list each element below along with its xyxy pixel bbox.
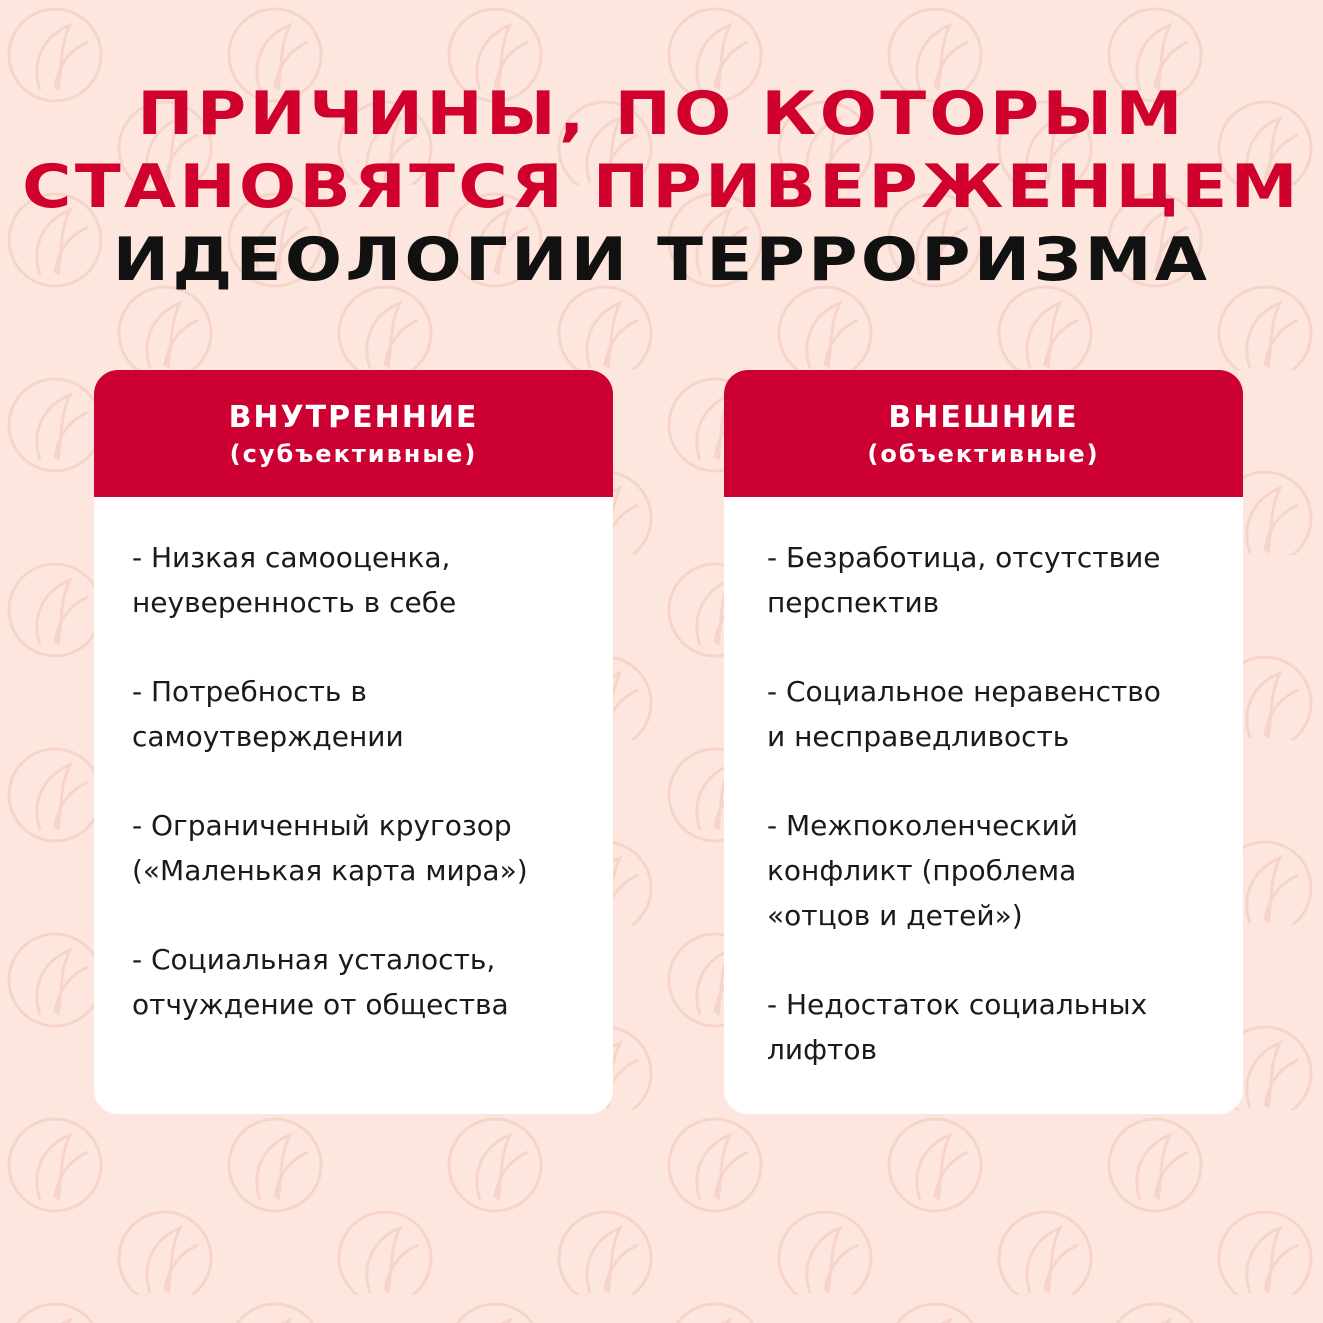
external-card-body — [724, 497, 1243, 1072]
title-line-2: СТАНОВЯТСЯ ПРИВЕРЖЕНЦЕМ — [22, 152, 1301, 222]
title-line-1: ПРИЧИНЫ, ПО КОТОРЫМ — [137, 79, 1186, 149]
internal-card-body — [94, 497, 613, 1027]
list-item: - Низкая самооценка, неуверенность в себе — [132, 541, 457, 619]
internal-card-header — [94, 370, 613, 497]
list-item: - Межпоколенческий конфликт (проблема «отцов и детей») — [767, 809, 1078, 932]
internal-heading: ВНУТРЕННИЕ — [228, 400, 479, 435]
internal-subheading: (субъективные) — [229, 440, 478, 468]
list-item: - Недостаток социальных лифтов — [767, 988, 1148, 1066]
page-title — [0, 78, 1323, 297]
list-item: - Социальная усталость, отчуждение от общества — [132, 943, 509, 1021]
internal-reasons-card — [94, 370, 613, 1114]
list-item: - Безработица, отсутствие перспектив — [767, 541, 1161, 619]
list-item: - Потребность в самоутверждении — [132, 675, 404, 753]
title-line-3: ИДЕОЛОГИИ ТЕРРОРИЗМА — [112, 225, 1211, 295]
external-subheading: (объективные) — [867, 440, 1100, 468]
list-item: - Ограниченный кругозор («Маленькая карта мира») — [132, 809, 528, 887]
external-card-header — [724, 370, 1243, 497]
external-reasons-card — [724, 370, 1243, 1114]
list-item: - Социальное неравенство и несправедливость — [767, 675, 1161, 753]
external-heading: ВНЕШНИЕ — [888, 400, 1079, 435]
